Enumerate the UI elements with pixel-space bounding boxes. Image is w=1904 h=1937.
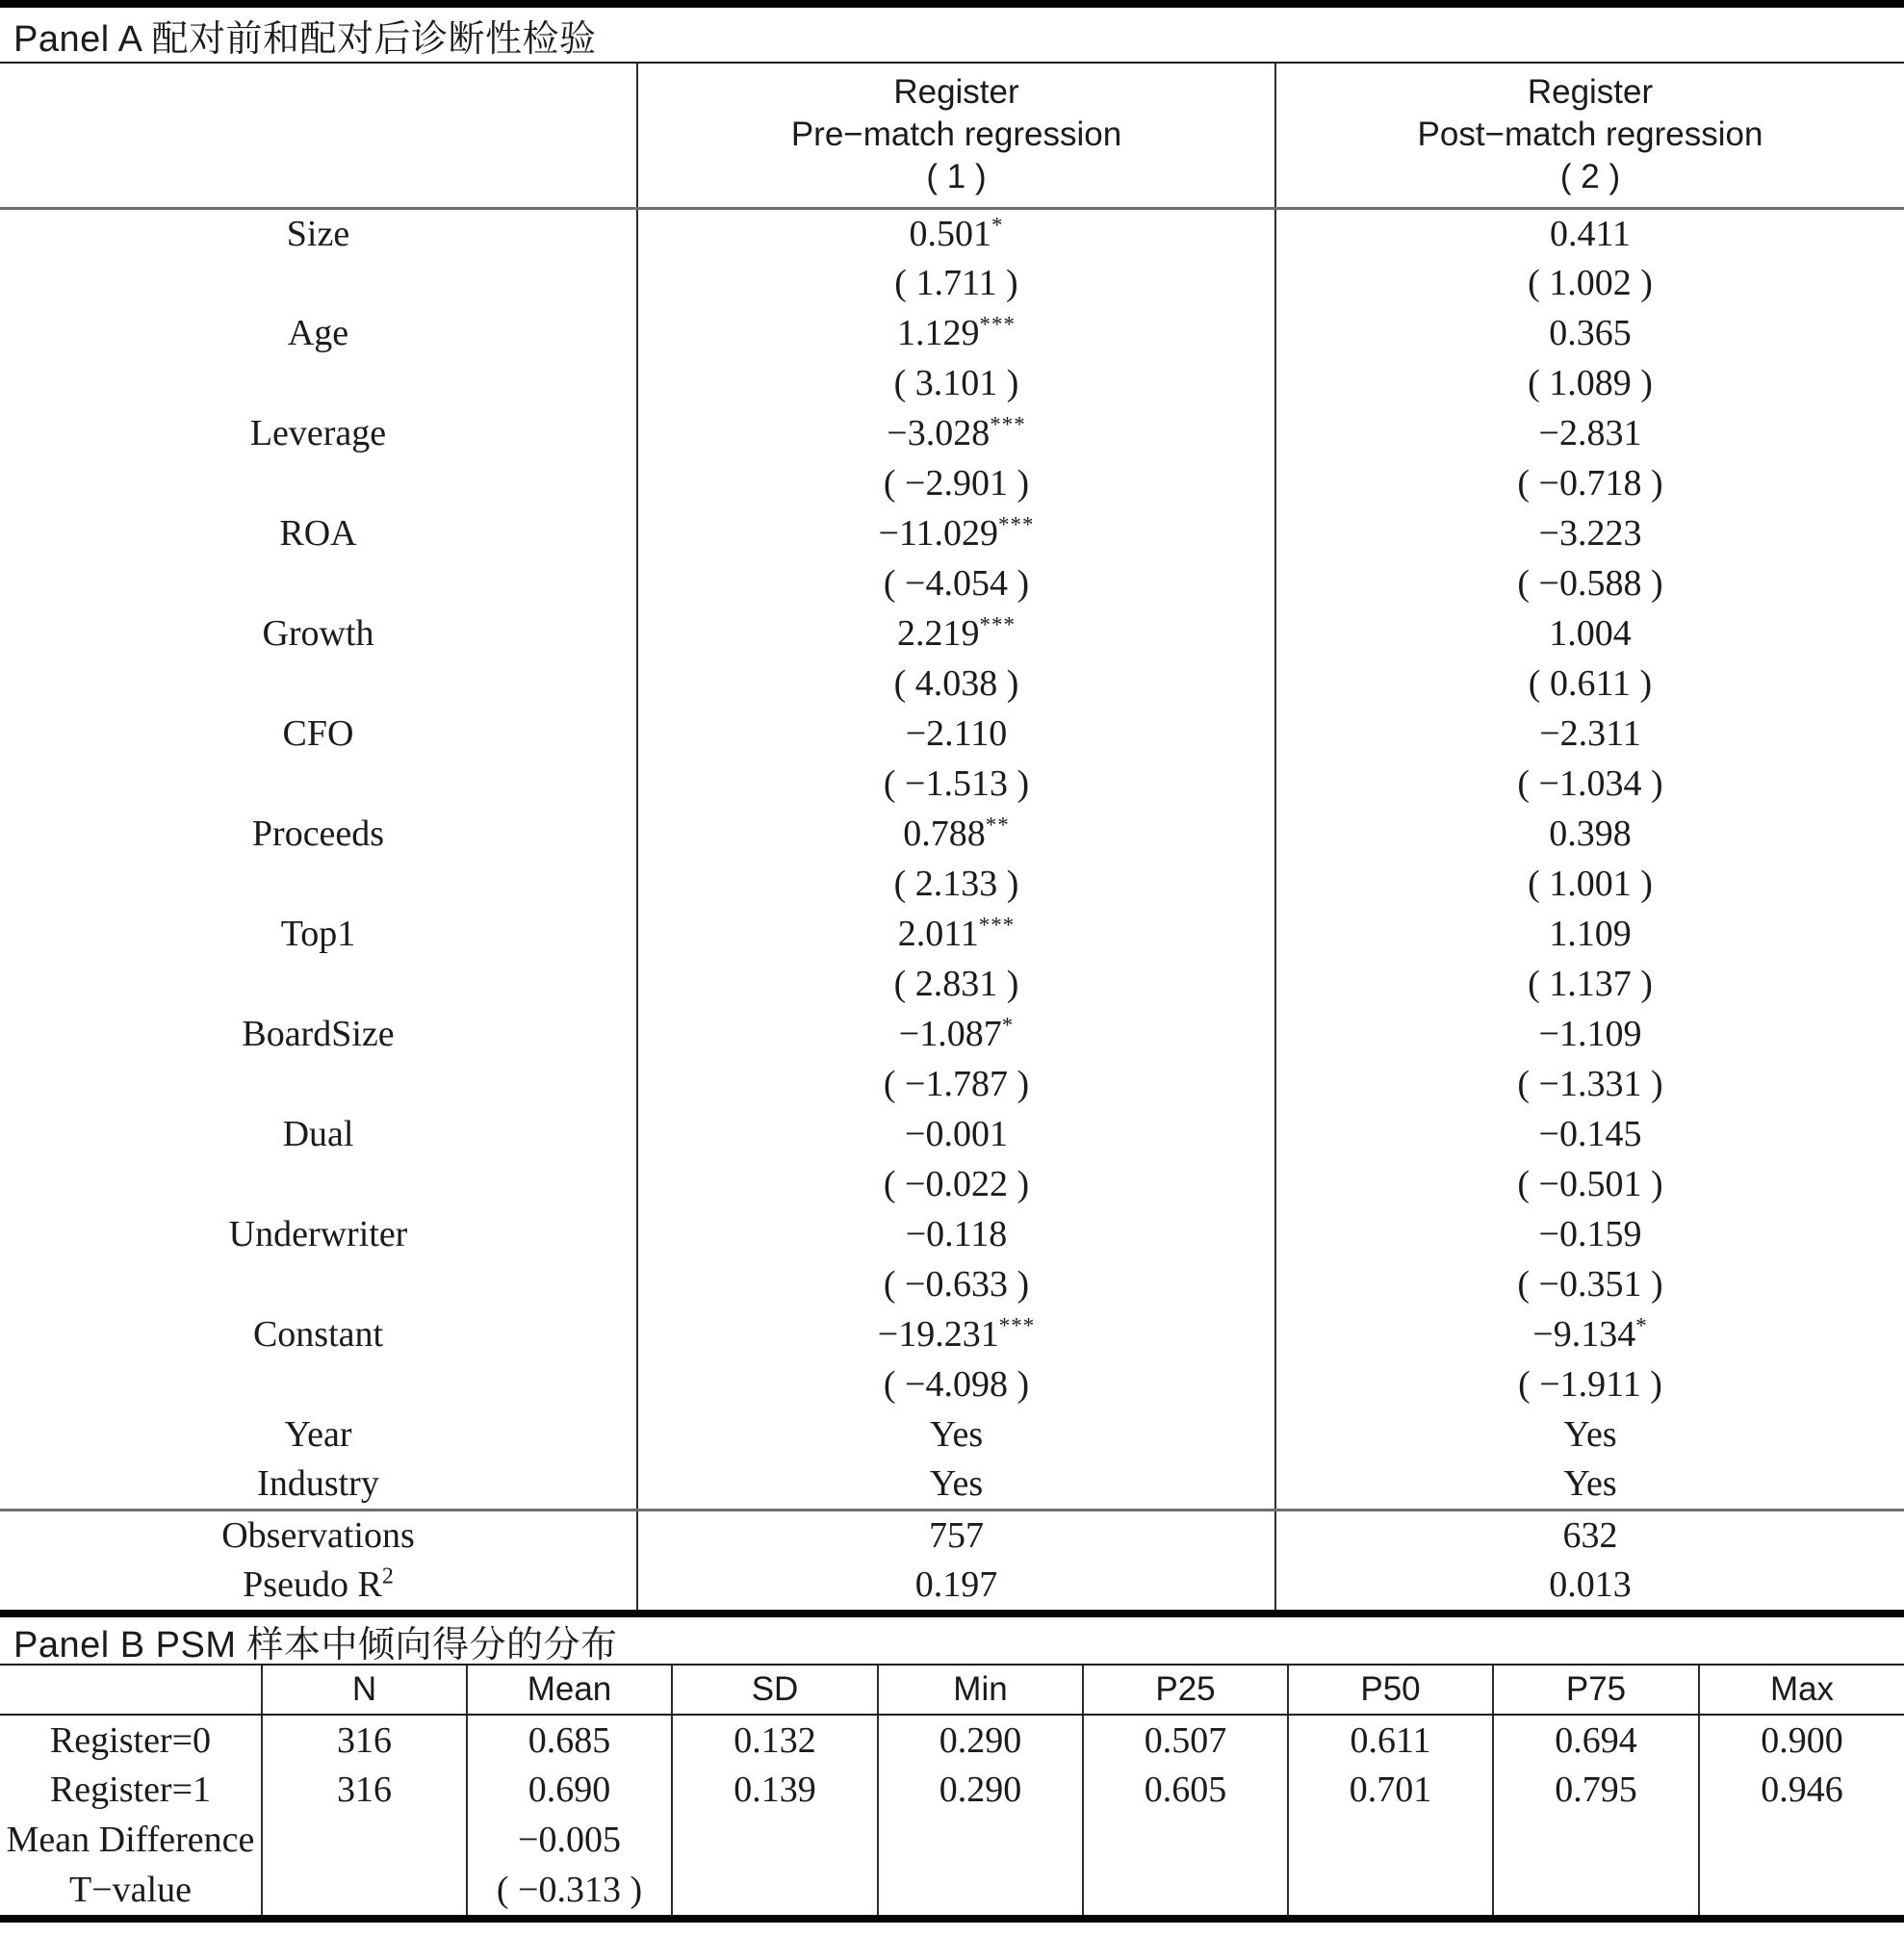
tstat-row-boardsize (0, 1059, 1904, 1109)
cell-n: 316 (262, 1715, 467, 1765)
cell-p50 (1288, 1865, 1493, 1915)
cell-p75: 0.694 (1493, 1715, 1699, 1765)
row-label: Leverage (249, 413, 387, 453)
t-stat: ( −0.351 ) (1275, 1259, 1904, 1309)
cell-min (878, 1865, 1083, 1915)
cell-p75: 0.795 (1493, 1765, 1699, 1815)
cell-p25 (1083, 1865, 1288, 1915)
tstat-row-dual (0, 1159, 1904, 1209)
row-label: Register=0 (49, 1719, 212, 1761)
t-stat: ( −0.718 ) (1275, 458, 1904, 508)
coef-row-roa (0, 508, 1904, 558)
t-stat: ( −4.054 ) (637, 558, 1275, 608)
coef-row-constant (0, 1309, 1904, 1359)
coef-value: 0.365 (1275, 308, 1904, 358)
col-header-mean: Mean (467, 1666, 672, 1715)
coef-value: −3.028*** (637, 408, 1275, 458)
significance-stars: *** (998, 512, 1035, 537)
cell-sd (672, 1865, 878, 1915)
cell-min: 0.290 (878, 1715, 1083, 1765)
coef-value: 0.501* (637, 208, 1275, 258)
coef-row-size (0, 208, 1904, 258)
coef-value: 1.109 (1275, 909, 1904, 959)
cell-mean: 0.685 (467, 1715, 672, 1765)
coef-value: −2.311 (1275, 709, 1904, 759)
cell-p75 (1493, 1815, 1699, 1865)
table-top-border (0, 0, 1904, 8)
row-label: Observations (221, 1514, 415, 1556)
table-row-register0 (0, 1715, 1904, 1765)
coef-row-cfo (0, 709, 1904, 759)
row-label: Age (287, 313, 349, 353)
stat-row-observations (0, 1510, 1904, 1560)
coef-value: −1.087* (637, 1009, 1275, 1059)
row-label: Register=1 (49, 1769, 212, 1810)
significance-stars: * (991, 213, 1004, 238)
coef-value: 1.129*** (637, 308, 1275, 358)
cell-p50: 0.701 (1288, 1765, 1493, 1815)
t-stat: ( 0.611 ) (1275, 659, 1904, 709)
header-premch-cell (637, 64, 1275, 208)
row-label-empty (0, 1159, 637, 1209)
col-header-p25: P25 (1083, 1666, 1288, 1715)
tstat-row-age (0, 358, 1904, 408)
cell-mean: ( −0.313 ) (467, 1865, 672, 1915)
significance-stars: *** (998, 1313, 1036, 1338)
t-stat: ( 1.002 ) (1275, 258, 1904, 308)
cell-p25: 0.605 (1083, 1765, 1288, 1815)
panel-b-header-row (0, 1666, 1904, 1715)
row-label: Dual (282, 1114, 354, 1154)
table-row-mean-difference (0, 1815, 1904, 1865)
coef-value: −11.029*** (637, 508, 1275, 558)
coef-value: 2.011*** (637, 909, 1275, 959)
cell-p25 (1083, 1815, 1288, 1865)
tstat-row-proceeds (0, 859, 1904, 909)
tstat-row-constant (0, 1359, 1904, 1409)
fe-value: Yes (1275, 1459, 1904, 1510)
row-label: Growth (262, 613, 374, 654)
header-empty-cell (0, 64, 637, 208)
header-postmch-cell (1275, 64, 1904, 208)
cell-mean: −0.005 (467, 1815, 672, 1865)
row-label-empty (0, 458, 637, 508)
t-stat: ( 1.089 ) (1275, 358, 1904, 408)
t-stat: ( −1.787 ) (637, 1059, 1275, 1109)
row-label-empty (0, 759, 637, 809)
row-label-empty (0, 1259, 637, 1309)
coef-value: −0.118 (637, 1209, 1275, 1259)
t-stat: ( 3.101 ) (637, 358, 1275, 408)
cell-n: 316 (262, 1765, 467, 1815)
significance-stars: *** (978, 913, 1016, 938)
coef-row-dual (0, 1109, 1904, 1159)
col-header-n: N (262, 1666, 467, 1715)
fe-value: Yes (637, 1459, 1275, 1510)
coef-row-boardsize (0, 1009, 1904, 1059)
tstat-row-roa (0, 558, 1904, 608)
col-header-max: Max (1699, 1666, 1904, 1715)
t-stat: ( 4.038 ) (637, 659, 1275, 709)
table-row-t-value (0, 1865, 1904, 1915)
cell-p50 (1288, 1815, 1493, 1865)
row-label: Constant (252, 1314, 384, 1355)
header-empty-cell (0, 1666, 262, 1715)
panel-a-title: Panel A 配对前和配对后诊断性检验 (0, 8, 1904, 64)
t-stat: ( −2.901 ) (637, 458, 1275, 508)
col-header-sd: SD (672, 1666, 878, 1715)
coef-row-leverage (0, 408, 1904, 458)
header-line: ( 1 ) (926, 158, 987, 196)
header-line: Register (893, 73, 1019, 112)
t-stat: ( −0.501 ) (1275, 1159, 1904, 1209)
row-label-empty (0, 1059, 637, 1109)
row-label: Industry (0, 1459, 637, 1510)
cell-sd: 0.132 (672, 1715, 878, 1765)
col-header-min: Min (878, 1666, 1083, 1715)
coef-row-age (0, 308, 1904, 358)
tstat-row-growth (0, 659, 1904, 709)
row-label-empty (0, 659, 637, 709)
t-stat: ( 2.133 ) (637, 859, 1275, 909)
coef-row-underwriter (0, 1209, 1904, 1259)
row-label: Pseudo $R^2$ (243, 1563, 394, 1605)
coef-value: −2.831 (1275, 408, 1904, 458)
cell-min (878, 1815, 1083, 1865)
t-stat: ( −1.331 ) (1275, 1059, 1904, 1109)
significance-stars: *** (979, 612, 1016, 637)
t-stat: ( −1.034 ) (1275, 759, 1904, 809)
t-stat: ( 2.831 ) (637, 959, 1275, 1009)
row-label: Proceeds (251, 814, 385, 854)
significance-stars: * (1635, 1313, 1648, 1338)
row-label: Mean Difference (6, 1820, 255, 1860)
row-label: Top1 (280, 914, 356, 954)
fe-row-industry (0, 1459, 1904, 1510)
panel-b-title: Panel B PSM 样本中倾向得分的分布 (0, 1617, 1904, 1666)
cell-max: 0.900 (1699, 1715, 1904, 1765)
significance-stars: *** (990, 412, 1026, 437)
coef-value: −2.110 (637, 709, 1275, 759)
t-stat: ( −4.098 ) (637, 1359, 1275, 1409)
coef-row-top1 (0, 909, 1904, 959)
header-line: ( 2 ) (1559, 158, 1621, 196)
cell-max: 0.946 (1699, 1765, 1904, 1815)
table-bottom-border (0, 1915, 1904, 1923)
row-label: ROA (279, 513, 357, 554)
coef-value: −0.001 (637, 1109, 1275, 1159)
t-stat: ( −0.588 ) (1275, 558, 1904, 608)
t-stat: ( −1.513 ) (637, 759, 1275, 809)
row-label-empty (0, 1359, 637, 1409)
coef-value: 2.219*** (637, 608, 1275, 659)
cell-min: 0.290 (878, 1765, 1083, 1815)
stat-value: 632 (1275, 1510, 1904, 1560)
cell-n (262, 1865, 467, 1915)
stat-value: 757 (637, 1510, 1275, 1560)
tstat-row-size (0, 258, 1904, 308)
row-label: Underwriter (228, 1214, 408, 1254)
panel-a-header-row (0, 64, 1904, 208)
cell-p75 (1493, 1865, 1699, 1915)
stat-value: 0.013 (1275, 1560, 1904, 1610)
row-label: CFO (282, 713, 354, 754)
coef-value: −3.223 (1275, 508, 1904, 558)
row-label-empty (0, 959, 637, 1009)
col-header-p75: P75 (1493, 1666, 1699, 1715)
tstat-row-cfo (0, 759, 1904, 809)
cell-max (1699, 1815, 1904, 1865)
significance-stars: * (1001, 1013, 1015, 1038)
fe-value: Yes (637, 1409, 1275, 1459)
row-label: T−value (69, 1870, 192, 1910)
cell-sd (672, 1815, 878, 1865)
row-label-empty (0, 258, 637, 308)
row-label: Year (284, 1414, 352, 1455)
coef-value: −9.134* (1275, 1309, 1904, 1359)
coef-value: −19.231*** (637, 1309, 1275, 1359)
row-label: BoardSize (242, 1014, 395, 1054)
cell-mean: 0.690 (467, 1765, 672, 1815)
coef-value: −1.109 (1275, 1009, 1904, 1059)
cell-p25: 0.507 (1083, 1715, 1288, 1765)
col-header-p50: P50 (1288, 1666, 1493, 1715)
header-line: Post−match regression (1417, 116, 1763, 154)
coef-value: 0.411 (1275, 208, 1904, 258)
cell-max (1699, 1865, 1904, 1915)
superscript-2: 2 (381, 1563, 394, 1589)
header-line: Pre−match regression (790, 116, 1122, 154)
coef-row-proceeds (0, 809, 1904, 859)
t-stat: ( 1.711 ) (637, 258, 1275, 308)
coef-value: 0.788** (637, 809, 1275, 859)
t-stat: ( −1.911 ) (1275, 1359, 1904, 1409)
fe-value: Yes (1275, 1409, 1904, 1459)
cell-sd: 0.139 (672, 1765, 878, 1815)
fe-row-year (0, 1409, 1904, 1459)
t-stat: ( 1.137 ) (1275, 959, 1904, 1009)
t-stat: ( −0.022 ) (637, 1159, 1275, 1209)
tstat-row-underwriter (0, 1259, 1904, 1309)
coef-value: −0.159 (1275, 1209, 1904, 1259)
header-line: Register (1527, 73, 1654, 112)
row-label-empty (0, 859, 637, 909)
cell-p50: 0.611 (1288, 1715, 1493, 1765)
tstat-row-top1 (0, 959, 1904, 1009)
tstat-row-leverage (0, 458, 1904, 508)
row-label-empty (0, 358, 637, 408)
significance-stars: ** (985, 813, 1010, 838)
coef-value: 1.004 (1275, 608, 1904, 659)
stat-value: 0.197 (637, 1560, 1275, 1610)
significance-stars: *** (979, 312, 1016, 337)
coef-value: 0.398 (1275, 809, 1904, 859)
panel-b-table (0, 1666, 1904, 1915)
coef-value: −0.145 (1275, 1109, 1904, 1159)
table-row-register1 (0, 1765, 1904, 1815)
row-label: Size (286, 213, 350, 254)
row-label-empty (0, 558, 637, 608)
t-stat: ( 1.001 ) (1275, 859, 1904, 909)
coef-row-growth (0, 608, 1904, 659)
t-stat: ( −0.633 ) (637, 1259, 1275, 1309)
stat-row-pseudo-r2 (0, 1560, 1904, 1610)
panel-a-table (0, 64, 1904, 1610)
cell-n (262, 1815, 467, 1865)
